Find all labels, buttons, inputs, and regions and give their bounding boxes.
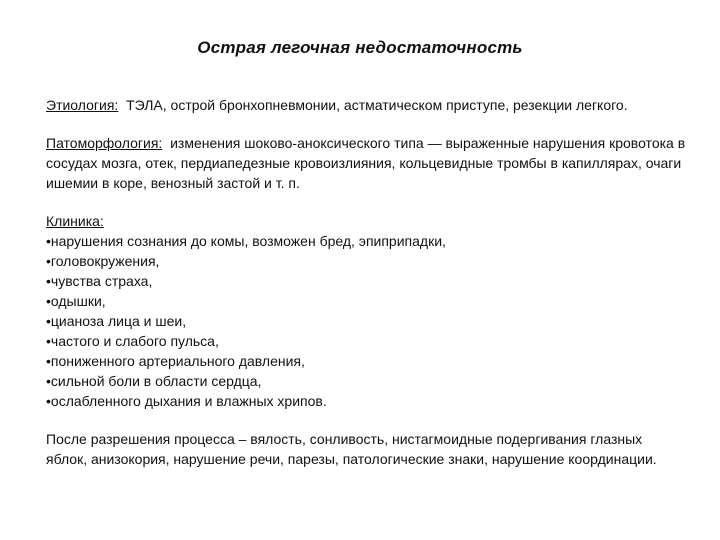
- list-item: • чувства страха,: [46, 271, 686, 291]
- clinic-symptom-list: [46, 231, 686, 411]
- clinic-section: [46, 211, 686, 411]
- list-item: • цианоза лица и шеи,: [46, 311, 686, 331]
- list-item: • частого и слабого пульса,: [46, 331, 686, 351]
- pathomorphology-paragraph: [46, 133, 686, 193]
- pathomorphology-text: изменения шоково-аноксического типа — выраженные нарушения кровотока в сосудах мозга, отек, пердиапедезные кровоизлияния, кольцевидные тромбы в капиллярах, очаги ишемии в коре, венозный застой и т. п.: [46, 135, 686, 191]
- list-item: • ослабленного дыхания и влажных хрипов.: [46, 391, 686, 411]
- list-item: • пониженного артериального давления,: [46, 351, 686, 371]
- slide-content: [46, 95, 686, 469]
- clinic-label: Клиника:: [46, 213, 104, 229]
- after-resolution-paragraph: После разрешения процесса – вялость, сонливость, нистагмоидные подергивания глазных яблок, анизокория, нарушение речи, парезы, патологические знаки, нарушение координации.: [46, 431, 657, 467]
- list-item: • сильной боли в области сердца,: [46, 371, 686, 391]
- etiology-text: ТЭЛА, острой бронхопневмонии, астматическом приступе, резекции легкого.: [126, 97, 628, 113]
- list-item: • головокружения,: [46, 251, 686, 271]
- etiology-paragraph: [46, 95, 686, 115]
- list-item: • нарушения сознания до комы, возможен бред, эпиприпадки,: [46, 231, 686, 251]
- slide-title: Острая легочная недостаточность: [197, 38, 523, 57]
- pathomorphology-label: Патоморфология:: [46, 135, 163, 151]
- list-item: • одышки,: [46, 291, 686, 311]
- etiology-label: Этиология:: [46, 97, 119, 113]
